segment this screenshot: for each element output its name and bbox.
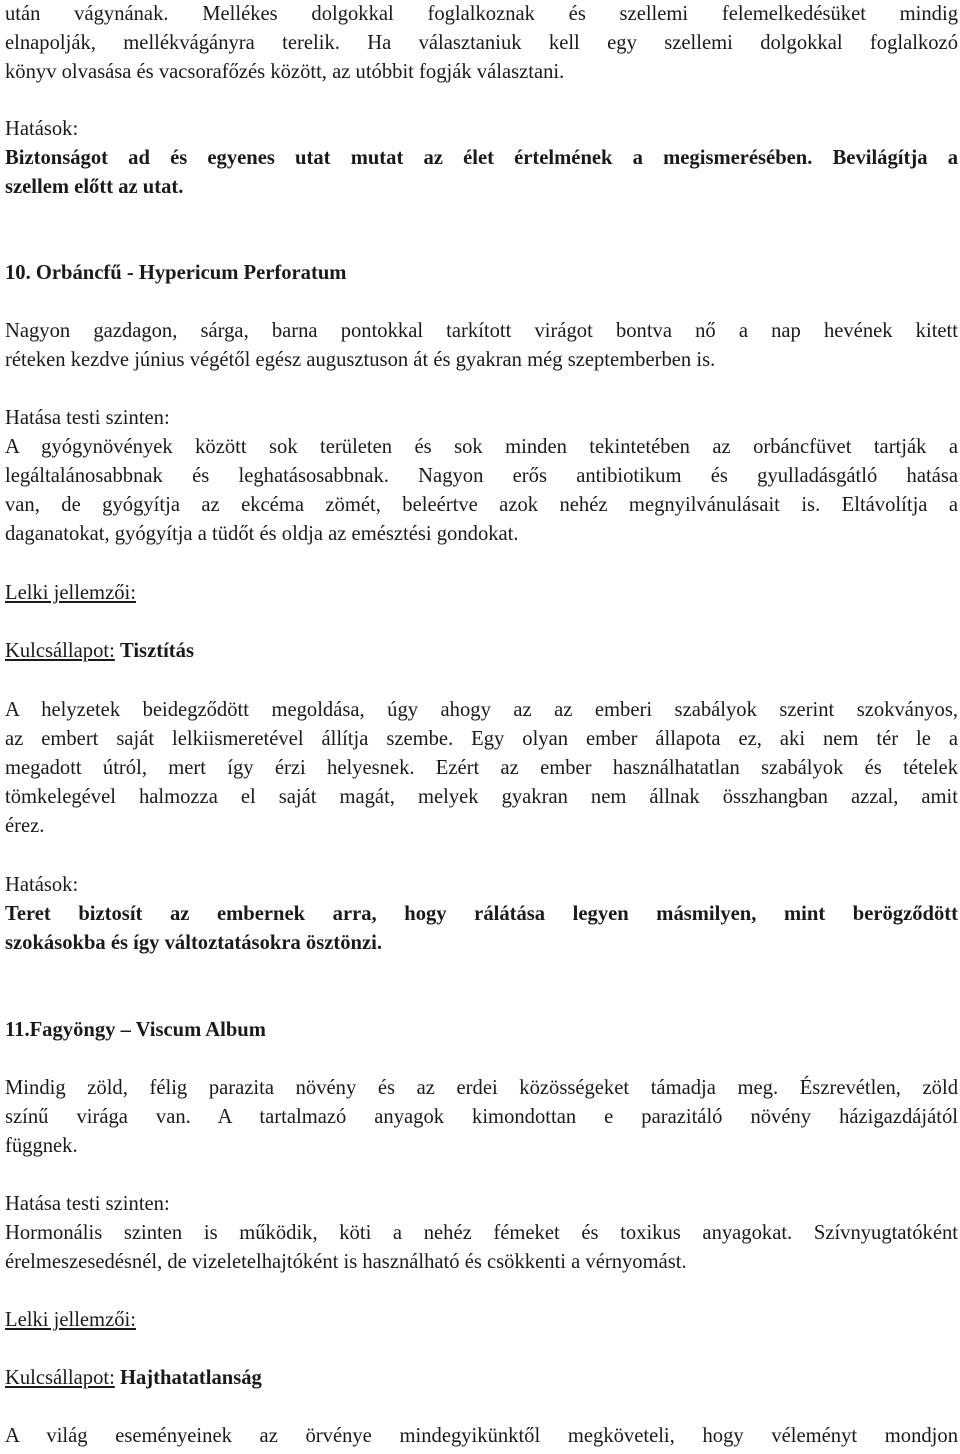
description-line: függnek. <box>5 1135 78 1157</box>
key-state-label: Kulcsállapot: <box>5 1367 115 1389</box>
physical-effects-line: daganatokat, gyógyítja a tüdőt és oldja az emésztési gondokat. <box>5 523 519 545</box>
soul-traits-label <box>5 579 958 608</box>
physical-effects-line: van, de gyógyítja az ekcéma zömét, beleértve azok nehéz megnyilvánulásait is. Eltávolítja a <box>5 494 958 516</box>
effects-text-line: Biztonságot ad és egyenes utat mutat az élet értelmének a megismerésében. Bevilágítja a <box>5 147 958 169</box>
body-text-line: elnapolják, mellékvágányra terelik. Ha választaniuk kell egy szellemi dolgokkal foglalkozó <box>5 32 958 54</box>
key-state-label: Kulcsállapot: <box>5 640 115 662</box>
body-text-line: után vágynának. Mellékes dolgokkal foglalkoznak és szellemi felemelkedésüket mindig <box>5 3 958 25</box>
state-text-line: tömkelegével halmozza el saját magát, melyek gyakran nem állnak összhangban azzal, amit <box>5 786 958 808</box>
state-text-line: érez. <box>5 815 45 837</box>
physical-effects-label: Hatása testi szinten: <box>5 1193 170 1215</box>
key-state-line <box>5 637 958 666</box>
state-text-line: A világ eseményeinek az örvénye mindegyikünktől megköveteli, hogy véleményt mondjon <box>5 1425 958 1447</box>
state-text-line: megadott útról, mert így érzi helyesnek. Ezért az ember használhatatlan szabályok és tételek <box>5 757 958 779</box>
body-text-line: könyv olvasása és vacsorafőzés között, az utóbbit fogják választani. <box>5 61 565 83</box>
key-state-value: Tisztítás <box>119 640 194 662</box>
section-heading: 10. Orbáncfű - Hypericum Perforatum <box>5 262 347 284</box>
physical-effects-label: Hatása testi szinten: <box>5 407 170 429</box>
description-line: színű virága van. A tartalmazó anyagok kimondottan e parazitáló növény házigazdájától <box>5 1106 958 1128</box>
section-heading: 11.Fagyöngy – Viscum Album <box>5 1019 266 1041</box>
key-state-value: Hajthatatlanság <box>119 1367 262 1389</box>
soul-traits-label-text: Lelki jellemzői: <box>5 1309 136 1331</box>
effects-text-line: szellem előtt az utat. <box>5 176 184 198</box>
physical-effects-line: legáltalánosabbnak és leghatásosabbnak. Nagyon erős antibiotikum és gyulladásgátló hatása <box>5 465 958 487</box>
effects-label: Hatások: <box>5 118 79 140</box>
key-state-line <box>5 1364 958 1393</box>
effects-label: Hatások: <box>5 874 79 896</box>
physical-effects-line: érelmeszesedésnél, de vizeletelhajtóként is használható és csökkenti a vérnyomást. <box>5 1251 687 1273</box>
description-line: réteken kezdve június végétől egész augusztuson át és gyakran még szeptemberben is. <box>5 349 716 371</box>
state-text-line: az embert saját lelkiismeretével állítja szembe. Egy olyan ember állapota ez, aki nem tér le a <box>5 728 958 750</box>
effects-text-line: szokásokba és így változtatásokra ösztönzi. <box>5 932 382 954</box>
state-text-line: A helyzetek beidegződött megoldása, úgy ahogy az az emberi szabályok szerint szokványos, <box>5 699 958 721</box>
soul-traits-label <box>5 1306 958 1335</box>
description-line: Mindig zöld, félig parazita növény és az erdei közösségeket támadja meg. Észrevétlen, zöld <box>5 1077 958 1099</box>
physical-effects-line: A gyógynövények között sok területen és sok minden tekintetében az orbáncfüvet tartják a <box>5 436 958 458</box>
description-line: Nagyon gazdagon, sárga, barna pontokkal tarkított virágot bontva nő a nap hevének kitett <box>5 320 958 342</box>
effects-text-line: Teret biztosít az embernek arra, hogy rálátása legyen másmilyen, mint berögződött <box>5 903 958 925</box>
soul-traits-label-text: Lelki jellemzői: <box>5 582 136 604</box>
physical-effects-line: Hormonális szinten is működik, köti a nehéz fémeket és toxikus anyagokat. Szívnyugtatóként <box>5 1222 958 1244</box>
